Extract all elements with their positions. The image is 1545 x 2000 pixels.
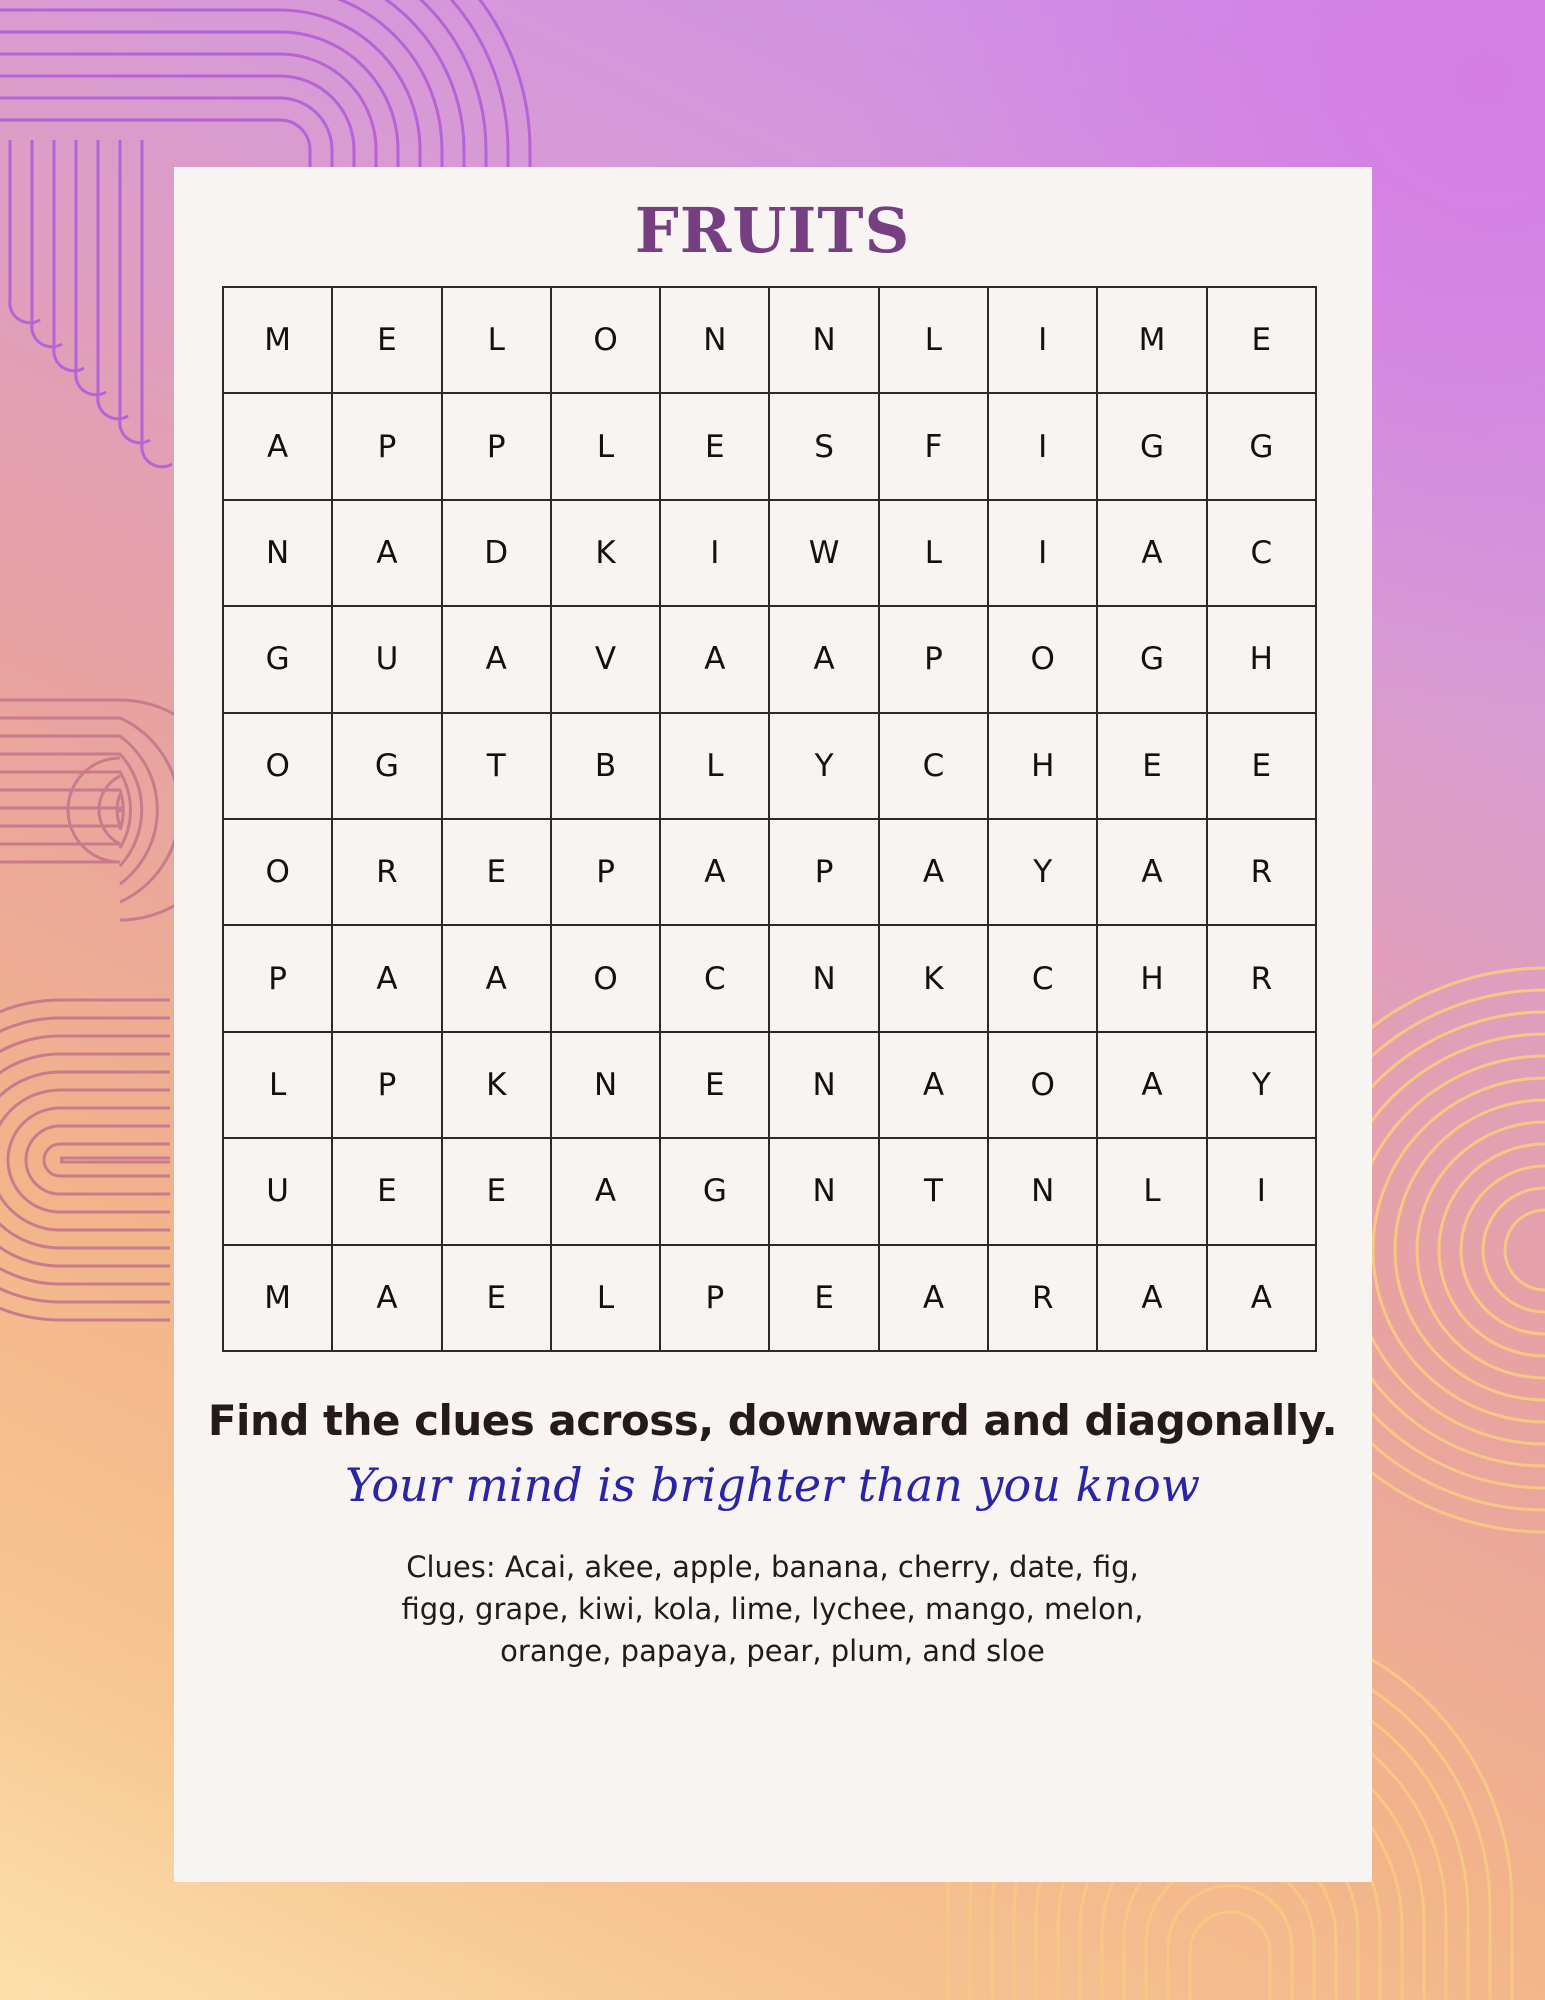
grid-cell: M (223, 1245, 332, 1351)
grid-cell: P (660, 1245, 769, 1351)
grid-row (223, 606, 1316, 712)
grid-cell: K (879, 925, 988, 1031)
motto: Your mind is brighter than you know (344, 1458, 1201, 1512)
grid-cell: O (551, 287, 660, 393)
grid-cell: P (223, 925, 332, 1031)
grid-cell: A (879, 819, 988, 925)
grid-cell: L (879, 287, 988, 393)
grid-cell: R (332, 819, 441, 925)
grid-cell: R (988, 1245, 1097, 1351)
grid-cell: N (660, 287, 769, 393)
grid-cell: E (1097, 713, 1206, 819)
grid-cell: C (1207, 500, 1316, 606)
grid-cell: A (332, 1245, 441, 1351)
grid-cell: A (332, 500, 441, 606)
grid-cell: G (1207, 393, 1316, 499)
grid-cell: A (879, 1032, 988, 1138)
grid-cell: E (332, 1138, 441, 1244)
grid-cell: O (988, 1032, 1097, 1138)
grid-cell: G (332, 713, 441, 819)
grid-cell: I (988, 393, 1097, 499)
grid-cell: E (660, 393, 769, 499)
grid-cell: A (1097, 1032, 1206, 1138)
grid-cell: S (769, 393, 878, 499)
grid-cell: K (442, 1032, 551, 1138)
grid-cell: N (769, 1138, 878, 1244)
grid-cell: P (769, 819, 878, 925)
grid-cell: M (223, 287, 332, 393)
grid-cell: P (551, 819, 660, 925)
clue-list: Clues: Acai, akee, apple, banana, cherry, date, fig, figg, grape, kiwi, kola, lime, lychee, mango, melon, orange, papaya, pear, plum, and sloe (401, 1550, 1144, 1668)
grid-cell: L (223, 1032, 332, 1138)
grid-cell: R (1207, 925, 1316, 1031)
grid-cell: T (879, 1138, 988, 1244)
grid-row (223, 819, 1316, 925)
grid-cell: A (660, 819, 769, 925)
grid-cell: E (660, 1032, 769, 1138)
grid-cell: L (660, 713, 769, 819)
grid-cell: A (1097, 1245, 1206, 1351)
grid-cell: O (988, 606, 1097, 712)
grid-cell: A (332, 925, 441, 1031)
grid-cell: H (1097, 925, 1206, 1031)
grid-cell: E (442, 819, 551, 925)
grid-cell: L (551, 1245, 660, 1351)
grid-cell: A (1097, 500, 1206, 606)
grid-cell: A (660, 606, 769, 712)
grid-cell: N (769, 287, 878, 393)
grid-cell: G (660, 1138, 769, 1244)
grid-cell: R (1207, 819, 1316, 925)
grid-cell: L (1097, 1138, 1206, 1244)
grid-cell: I (1207, 1138, 1316, 1244)
grid-cell: O (223, 819, 332, 925)
grid-cell: L (551, 393, 660, 499)
grid-row (223, 1138, 1316, 1244)
grid-row (223, 1245, 1316, 1351)
grid-cell: P (442, 393, 551, 499)
grid-cell: H (1207, 606, 1316, 712)
grid-cell: A (442, 606, 551, 712)
grid-cell: E (442, 1138, 551, 1244)
grid-cell: P (332, 393, 441, 499)
grid-cell: P (332, 1032, 441, 1138)
grid-cell: A (879, 1245, 988, 1351)
grid-cell: G (1097, 606, 1206, 712)
grid-cell: B (551, 713, 660, 819)
grid-cell: C (988, 925, 1097, 1031)
word-search-grid (222, 286, 1317, 1352)
grid-cell: M (1097, 287, 1206, 393)
grid-cell: N (988, 1138, 1097, 1244)
grid-cell: W (769, 500, 878, 606)
grid-row (223, 713, 1316, 819)
grid-row (223, 287, 1316, 393)
grid-cell: D (442, 500, 551, 606)
grid-cell: E (1207, 287, 1316, 393)
grid-cell: Y (988, 819, 1097, 925)
grid-cell: O (551, 925, 660, 1031)
puzzle-title: FRUITS (634, 194, 911, 267)
grid-cell: C (879, 713, 988, 819)
grid-cell: L (442, 287, 551, 393)
grid-cell: A (769, 606, 878, 712)
grid-cell: O (223, 713, 332, 819)
grid-cell: E (442, 1245, 551, 1351)
grid-cell: G (1097, 393, 1206, 499)
grid-cell: Y (1207, 1032, 1316, 1138)
grid-cell: A (1097, 819, 1206, 925)
grid-cell: T (442, 713, 551, 819)
grid-cell: Y (769, 713, 878, 819)
grid-cell: F (879, 393, 988, 499)
grid-row (223, 1032, 1316, 1138)
grid-cell: A (223, 393, 332, 499)
grid-cell: N (769, 925, 878, 1031)
grid-cell: N (223, 500, 332, 606)
grid-cell: A (1207, 1245, 1316, 1351)
instructions: Find the clues across, downward and diagonally. (207, 1396, 1338, 1445)
grid-cell: L (879, 500, 988, 606)
grid-cell: H (988, 713, 1097, 819)
grid-cell: K (551, 500, 660, 606)
grid-cell: G (223, 606, 332, 712)
grid-cell: A (551, 1138, 660, 1244)
grid-cell: E (332, 287, 441, 393)
grid-cell: E (1207, 713, 1316, 819)
grid-cell: I (988, 500, 1097, 606)
grid-cell: I (988, 287, 1097, 393)
grid-cell: P (879, 606, 988, 712)
grid-cell: E (769, 1245, 878, 1351)
grid-cell: V (551, 606, 660, 712)
grid-cell: C (660, 925, 769, 1031)
grid-cell: U (223, 1138, 332, 1244)
grid-row (223, 500, 1316, 606)
grid-cell: N (769, 1032, 878, 1138)
grid-cell: N (551, 1032, 660, 1138)
grid-cell: U (332, 606, 441, 712)
grid-cell: I (660, 500, 769, 606)
grid-row (223, 925, 1316, 1031)
grid-row (223, 393, 1316, 499)
grid-cell: A (442, 925, 551, 1031)
